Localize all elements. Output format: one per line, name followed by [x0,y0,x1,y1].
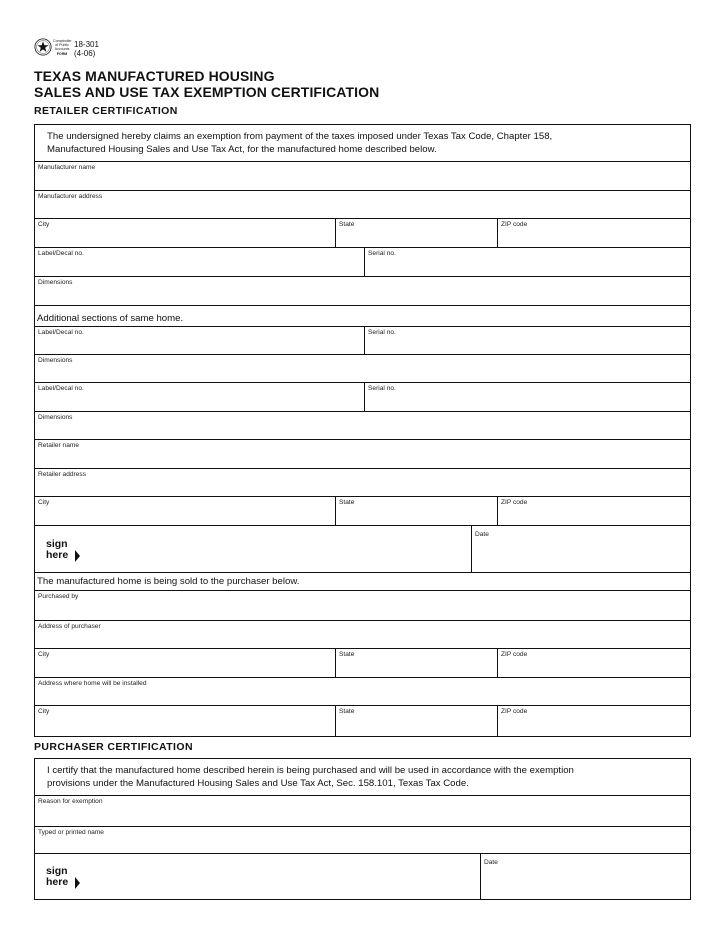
agency-line: FORM [56,51,68,56]
divider [497,649,498,677]
divider [335,497,336,525]
agency-line: of Public [55,43,69,48]
sign-text: sign [46,538,68,550]
state-label: State [339,221,355,228]
dimensions-label: Dimensions [38,279,73,286]
divider [364,248,365,276]
divider [497,706,498,736]
form-title [34,69,379,100]
divider [335,706,336,736]
label-decal-label: Label/Decal no. [38,250,84,257]
field-label: Manufacturer address [38,193,103,200]
form-title-line: TEXAS MANUFACTURED HOUSING [34,68,275,84]
retailer-address-field[interactable] [34,468,691,497]
statement-line: provisions under the Manufactured Housing Sales and Use Tax Act, Sec. 158.101, Texas Tax Code. [47,778,469,789]
purchaser-signature-row[interactable] [34,853,691,900]
dimensions-label: Dimensions [38,414,73,421]
here-text: here [46,876,69,888]
statement-line: The undersigned hereby claims an exemption from payment of the taxes imposed under Texas Tax Code, Chapter 158, [47,131,553,142]
zip-label: ZIP code [501,651,528,658]
form-revision-text: (4-06) [74,49,96,58]
statement-line: Manufactured Housing Sales and Use Tax Act, for the manufactured home described below. [47,144,437,155]
form-number-text: 18-301 [74,40,99,49]
label-serial-row [34,382,691,412]
zip-label: ZIP code [501,499,528,506]
label-decal-label: Label/Decal no. [38,385,84,392]
agency-name [53,39,71,56]
agency-line: Accounts [54,47,70,52]
city-label: City [38,499,50,506]
city-label: City [38,708,50,715]
retailer-address-label: Retailer address [38,471,87,478]
reason-label: Reason for exemption [38,798,103,805]
manufacturer-city-state-zip-row [34,218,691,248]
purchased-by-field[interactable] [34,590,691,621]
typed-name-field[interactable] [34,826,691,854]
divider [480,854,481,899]
form-title-line: SALES AND USE TAX EXEMPTION CERTIFICATION [34,83,380,100]
agency-line: Comptroller [53,39,72,43]
city-label: City [38,221,50,228]
zip-label: ZIP code [501,221,528,228]
dimensions-field[interactable] [34,354,691,383]
retailer-section-title: RETAILER CERTIFICATION [34,105,178,117]
additional-sections-heading: Additional sections of same home. [37,313,184,324]
texas-seal-icon [34,38,52,56]
purchaser-address-field[interactable] [34,620,691,649]
retailer-name-field[interactable] [34,439,691,469]
date-label: Date [484,859,498,866]
install-address-field[interactable] [34,677,691,706]
state-label: State [339,651,355,658]
retailer-city-state-zip-row [34,496,691,526]
manufacturer-address-field[interactable] [34,190,691,219]
zip-label: ZIP code [501,708,528,715]
manufacturer-name-field[interactable] [34,161,691,191]
install-address-label: Address where home will be installed [38,680,147,687]
form-number [74,40,99,58]
date-label: Date [475,531,489,538]
retailer-name-label: Retailer name [38,442,80,449]
reason-field[interactable] [34,795,691,827]
sign-arrow-icon [75,877,80,889]
here-text: here [46,549,69,561]
divider [364,327,365,354]
divider [471,526,472,572]
divider [497,497,498,525]
sign-text: sign [46,865,68,877]
retailer-signature-row[interactable] [34,525,691,573]
statement-line: I certify that the manufactured home described herein is being purchased and will be used in accordance with the exemption [47,765,574,776]
serial-label: Serial no. [368,329,396,336]
sold-to-heading: The manufactured home is being sold to the purchaser below. [37,576,300,587]
label-serial-row [34,326,691,355]
state-label: State [339,499,355,506]
purchased-by-label: Purchased by [38,593,79,600]
city-label: City [38,651,50,658]
purchaser-address-label: Address of purchaser [38,623,101,630]
typed-name-label: Typed or printed name [38,829,104,836]
sign-arrow-icon [75,550,80,562]
dimensions-field[interactable] [34,411,691,440]
dimensions-label: Dimensions [38,357,73,364]
state-label: State [339,708,355,715]
divider [497,219,498,247]
serial-label: Serial no. [368,385,396,392]
sign-here-marker [46,539,68,561]
dimensions-field[interactable] [34,276,691,306]
divider [364,383,365,411]
divider [335,219,336,247]
serial-label: Serial no. [368,250,396,257]
sign-here-marker [46,866,68,888]
field-label: Manufacturer name [38,164,96,171]
purchaser-section-title: PURCHASER CERTIFICATION [34,741,193,753]
install-city-state-zip-row [34,705,691,737]
purchaser-city-state-zip-row [34,648,691,678]
label-decal-label: Label/Decal no. [38,329,84,336]
label-serial-row [34,247,691,277]
purchaser-statement [34,758,691,796]
divider [335,649,336,677]
retailer-statement [34,124,691,162]
